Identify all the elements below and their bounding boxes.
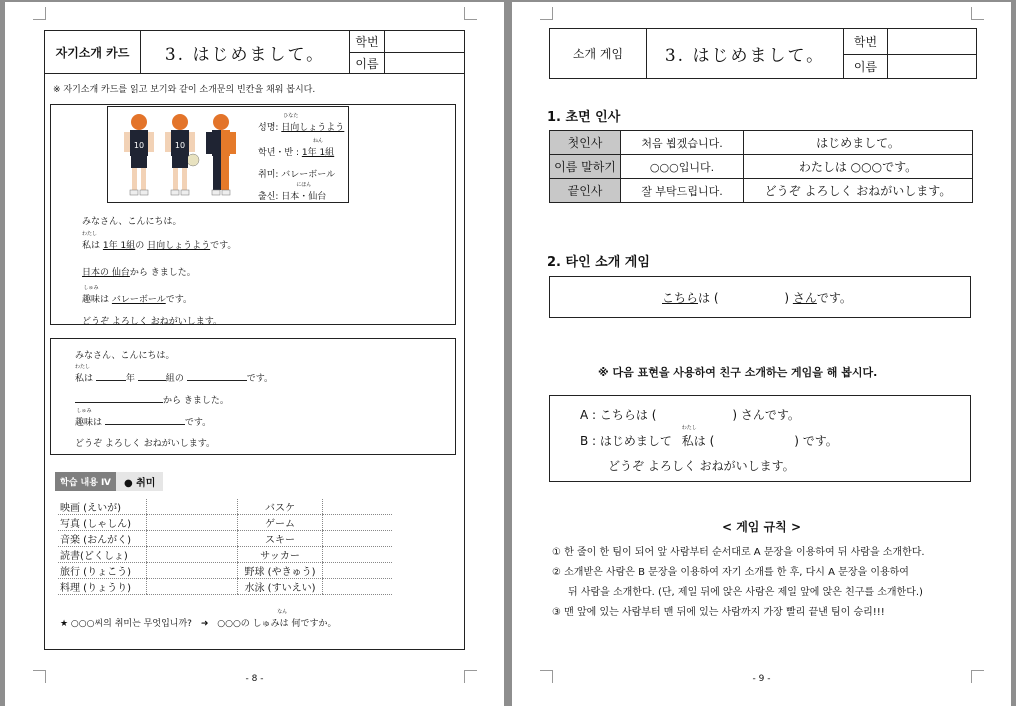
character-front: [124, 114, 154, 195]
name-field[interactable]: [888, 55, 977, 79]
profile-hobby-value: バレーボール: [281, 170, 336, 180]
hobby-blank-cell: [323, 547, 393, 563]
example-line-1: みなさん、こんにちは。: [82, 217, 182, 227]
hobby-jp-left: 旅行 (りょこう): [58, 563, 147, 579]
name-field[interactable]: [385, 53, 465, 74]
hobby-blank-cell: [147, 547, 238, 563]
hobby-jp-right: バスケ: [238, 499, 323, 515]
example-line-4: しゅみ 趣味は バレーボールです。: [82, 285, 193, 305]
svg-text:10: 10: [174, 141, 186, 150]
hobby-row: [58, 563, 392, 579]
hobby-blank-cell: [147, 579, 238, 595]
hobby-jp-left: 料理 (りょうり): [58, 579, 147, 595]
hobby-jp-left: 読書(どくしょ): [58, 547, 147, 563]
example-line-5: どうぞ よろしく おねがいします。: [82, 317, 223, 327]
rules-title: < 게임 규칙 >: [721, 520, 801, 534]
character-jacket: [206, 114, 236, 195]
profile-grade-row: 학년・반 : ねん 1年 1組: [258, 138, 335, 158]
grade-blank[interactable]: [96, 370, 126, 381]
worksheet-header: [44, 30, 465, 74]
greeting-label: 첫인사: [550, 131, 621, 155]
page-number: - 9 -: [752, 674, 771, 684]
greeting-row: [550, 179, 973, 203]
exercise-line-1: みなさん、こんにちは。: [75, 351, 175, 361]
hobby-jp-right: サッカー: [238, 547, 323, 563]
instruction: ※ 자기소개 카드를 읽고 보기와 같이 소개문의 빈칸을 채워 봅시다.: [53, 85, 316, 95]
header-left-label: 자기소개 카드: [45, 31, 141, 74]
greeting-row: [550, 131, 973, 155]
character-illustration: [117, 108, 245, 200]
profile-name-row: 성명: ひなた 日向しょうよう: [258, 113, 345, 133]
crop-mark: [464, 7, 477, 20]
hobby-row: [58, 515, 392, 531]
profile-from-row: 출신: にほん 日本・仙台: [258, 182, 327, 202]
profile-grade-value: ねん 1年 1組: [301, 138, 335, 158]
greeting-row: [550, 155, 973, 179]
origin-blank[interactable]: [75, 392, 163, 403]
hobby-blank-cell: [147, 531, 238, 547]
page-8: [5, 2, 504, 706]
hobby-jp-left: 映画 (えいが): [58, 499, 147, 515]
hobby-row: [58, 547, 392, 563]
greeting-korean: 잘 부탁드립니다.: [621, 179, 744, 203]
name-label: 이름: [844, 55, 888, 79]
rule-2: ② 소개받은 사람은 B 문장을 이용하여 자기 소개를 한 후, 다시 A 문장을 이용하여: [552, 567, 909, 578]
hobby-blank[interactable]: [105, 414, 185, 425]
profile-grade-label: 학년・반: [258, 148, 294, 158]
student-number-field[interactable]: [385, 31, 465, 53]
exercise-line-5: どうぞ よろしく おねがいします。: [75, 439, 216, 449]
exercise-line-4: しゅみ 趣味は です。: [75, 408, 212, 428]
game-instruction: ※ 다음 표현을 사용하여 친구 소개하는 게임을 해 봅시다.: [598, 366, 878, 379]
hobby-blank-cell: [147, 515, 238, 531]
profile-name-label: 성명: [258, 123, 276, 133]
profile-hobby-row: 취미: バレーボール: [258, 170, 336, 180]
crop-mark: [971, 7, 984, 20]
rule-2-continued: 뒤 사람을 소개한다. (단, 제일 뒤에 앉은 사람은 제일 앞에 앉은 친구를 소개한다.): [568, 587, 923, 598]
hobby-jp-right: ゲーム: [238, 515, 323, 531]
crop-mark: [540, 7, 553, 20]
hobby-jp-right: スキー: [238, 531, 323, 547]
hobby-question: ★ ○○○씨의 취미는 무엇입니까? ➜ なん ○○○の しゅみは 何ですか。: [60, 609, 337, 629]
example-line-2: わたし 私は 1年 1組の 日向しょうようです。: [82, 231, 237, 251]
hobby-table: [58, 499, 392, 595]
hobby-jp-left: 写真 (しゃしん): [58, 515, 147, 531]
header-title: 3. はじめまして。: [647, 29, 844, 79]
student-number-label: 학번: [350, 31, 385, 53]
profile-name-value: ひなた 日向しょうよう: [281, 113, 345, 133]
worksheet-header: [549, 28, 977, 79]
study-content-header: [55, 472, 163, 490]
section-1-title: 1. 초면 인사: [547, 110, 621, 125]
page-9: [512, 2, 1011, 706]
hobby-jp-left: 音楽 (おんがく): [58, 531, 147, 547]
name-blank[interactable]: [187, 370, 247, 381]
greeting-korean: ○○○입니다.: [621, 155, 744, 179]
hobby-blank-cell: [323, 531, 393, 547]
hobby-row: [58, 531, 392, 547]
dialog-line-a: A : こちらは ( ) さんです。: [580, 408, 800, 422]
student-number-field[interactable]: [888, 29, 977, 55]
class-blank[interactable]: [138, 370, 166, 381]
example-line-3: 日本の 仙台から きました。: [82, 268, 196, 278]
hobby-row: [58, 579, 392, 595]
header-left-label: 소개 게임: [550, 29, 647, 79]
crop-mark: [33, 7, 46, 20]
hobby-blank-cell: [323, 515, 393, 531]
rule-1: ① 한 줄이 한 팀이 되어 앞 사람부터 순서대로 A 문장을 이용하여 뒤 사람을 소개한다.: [552, 547, 925, 558]
hobby-row: [58, 499, 392, 515]
greeting-japanese: はじめまして。: [744, 131, 973, 155]
svg-text:10: 10: [133, 141, 145, 150]
pattern-sentence: こちらは ( ) さんです。: [662, 291, 852, 305]
study-topic: ● 취미: [116, 472, 164, 491]
exercise-line-3: から きました。: [75, 392, 229, 406]
greeting-japanese: わたしは ○○○です。: [744, 155, 973, 179]
greeting-label: 이름 말하기: [550, 155, 621, 179]
profile-hobby-label: 취미: [258, 170, 276, 180]
hobby-blank-cell: [323, 563, 393, 579]
profile-from-label: 출신: [258, 192, 276, 202]
hobby-blank-cell: [323, 499, 393, 515]
greeting-label: 끝인사: [550, 179, 621, 203]
character-back: [165, 114, 199, 195]
dialog-line-c: どうぞ よろしく おねがいします。: [608, 459, 795, 473]
greeting-japanese: どうぞ よろしく おねがいします。: [744, 179, 973, 203]
name-label: 이름: [350, 53, 385, 74]
dialog-line-b: B : はじめまして わたし 私は ( ) です。: [580, 425, 838, 448]
hobby-blank-cell: [147, 499, 238, 515]
hobby-blank-cell: [147, 563, 238, 579]
study-badge: 학습 내용 Ⅳ: [55, 472, 116, 491]
hobby-jp-right: 野球 (やきゅう): [238, 563, 323, 579]
exercise-line-2: わたし 私は 年 組の です。: [75, 364, 273, 384]
rule-3: ③ 맨 앞에 있는 사람부터 맨 뒤에 있는 사람까지 가장 빨리 끝낸 팀이 승리!!!: [552, 607, 885, 618]
profile-from-value: にほん 日本・仙台: [281, 182, 327, 202]
hobby-blank-cell: [323, 579, 393, 595]
greeting-table: [549, 130, 973, 203]
header-title: 3. はじめまして。: [141, 31, 350, 74]
greeting-korean: 처음 뵙겠습니다.: [621, 131, 744, 155]
student-number-label: 학번: [844, 29, 888, 55]
page-number: - 8 -: [245, 674, 264, 684]
section-2-title: 2. 타인 소개 게임: [547, 255, 650, 270]
hobby-jp-right: 水泳 (すいえい): [238, 579, 323, 595]
